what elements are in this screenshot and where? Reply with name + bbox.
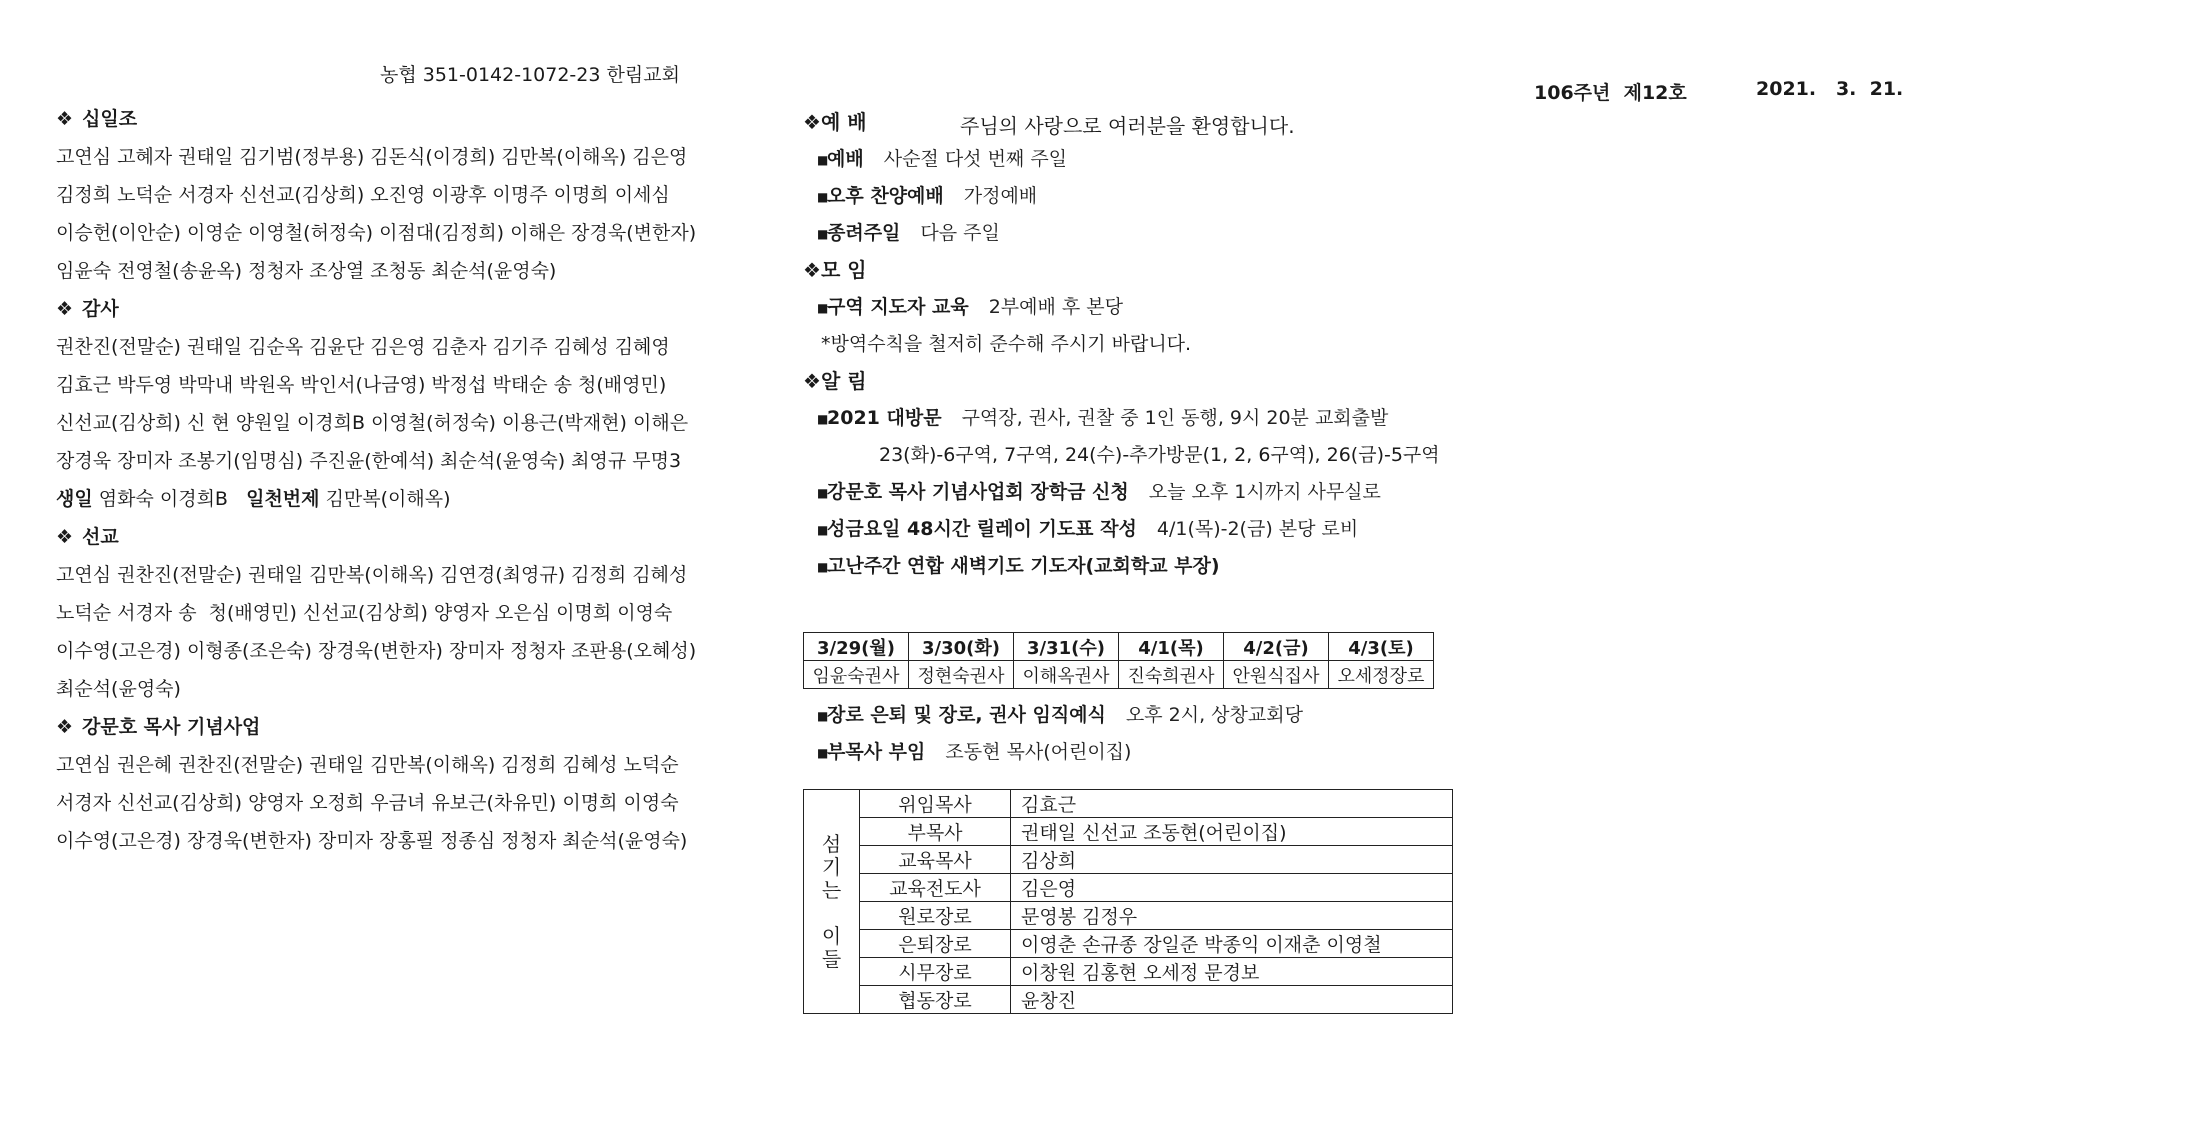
name-line: 이수영(고은경) 장경욱(변한자) 장미자 장홍필 정종심 정청자 최순석(윤영숙) bbox=[56, 830, 688, 852]
table-cell: 4/3(토) bbox=[1329, 633, 1434, 661]
notice-after-list bbox=[803, 697, 1303, 771]
table-cell: 진숙희권사 bbox=[1119, 661, 1224, 689]
notice-continuation: 23(화)-6구역, 7구역, 24(수)-추가방문(1, 2, 6구역), 26(금)-5구역 bbox=[879, 444, 1440, 466]
diamond-icon: ❖ bbox=[56, 108, 74, 130]
bank-account: 농협 351-0142-1072-23 한림교회 bbox=[380, 64, 680, 86]
table-cell: 4/1(목) bbox=[1119, 633, 1224, 661]
notice-item: ■2021 대방문 구역장, 권사, 권찰 중 1인 동행, 9시 20분 교회출발 bbox=[817, 407, 1389, 429]
diamond-icon: ❖ bbox=[56, 298, 74, 320]
welcome-text: 주님의 사랑으로 여러분을 환영합니다. bbox=[960, 114, 1295, 138]
worship-heading: ❖예 배 bbox=[803, 104, 1503, 141]
table-cell: 오세정장로 bbox=[1329, 661, 1434, 689]
notice-item: ■성금요일 48시간 릴레이 기도표 작성 4/1(목)-2(금) 본당 로비 bbox=[817, 518, 1359, 540]
table-row bbox=[804, 661, 1434, 689]
staff-names: 문영봉 김정우 bbox=[1011, 902, 1453, 930]
memorial-heading: ❖ 강문호 목사 기념사업 bbox=[56, 708, 736, 746]
staff-names: 권태일 신선교 조동현(어린이집) bbox=[1011, 818, 1453, 846]
table-row bbox=[804, 790, 1453, 818]
mission-heading: ❖ 선교 bbox=[56, 518, 736, 556]
diamond-icon: ❖ bbox=[803, 110, 821, 134]
name-line: 김효근 박두영 박막내 박원옥 박인서(나금영) 박정섭 박태순 송 청(배영민) bbox=[56, 374, 667, 396]
table-row bbox=[804, 902, 1453, 930]
staff-role: 부목사 bbox=[860, 818, 1011, 846]
table-row bbox=[804, 986, 1453, 1014]
table-row bbox=[804, 633, 1434, 661]
staff-names: 이창원 김홍현 오세정 문경보 bbox=[1011, 958, 1453, 986]
diamond-icon: ❖ bbox=[803, 258, 821, 282]
name-line: 임윤숙 전영철(송윤옥) 정청자 조상열 조청동 최순석(윤영숙) bbox=[56, 260, 557, 282]
notice-item: ■고난주간 연합 새벽기도 기도자(교회학교 부장) bbox=[817, 555, 1220, 577]
table-row bbox=[804, 930, 1453, 958]
tithe-names bbox=[56, 138, 736, 290]
issue-date: 2021. 3. 21. bbox=[1756, 78, 1904, 100]
square-bullet-icon: ■ bbox=[817, 745, 829, 760]
staff-names: 윤창진 bbox=[1011, 986, 1453, 1014]
name-line: 이수영(고은경) 이형종(조은숙) 장경욱(변한자) 장미자 정청자 조판용(오혜성) bbox=[56, 640, 697, 662]
table-cell: 4/2(금) bbox=[1224, 633, 1329, 661]
diamond-icon: ❖ bbox=[56, 526, 74, 548]
memorial-names bbox=[56, 746, 736, 860]
meeting-item: ■구역 지도자 교육 2부예배 후 본당 bbox=[817, 296, 1124, 318]
thanks-names bbox=[56, 328, 736, 518]
meeting-note: *방역수칙을 철저히 준수해 주시기 바랍니다. bbox=[821, 333, 1192, 355]
square-bullet-icon: ■ bbox=[817, 226, 829, 241]
name-line: 권찬진(전말순) 권태일 김순옥 김윤단 김은영 김춘자 김기주 김혜성 김혜영 bbox=[56, 336, 670, 358]
meeting-heading: ❖모 임 bbox=[803, 252, 1503, 289]
mission-names bbox=[56, 556, 736, 708]
square-bullet-icon: ■ bbox=[817, 708, 829, 723]
square-bullet-icon: ■ bbox=[817, 189, 829, 204]
square-bullet-icon: ■ bbox=[817, 485, 829, 500]
name-line: 서경자 신선교(김상희) 양영자 오정희 우금녀 유보근(차유민) 이명희 이영숙 bbox=[56, 792, 679, 814]
square-bullet-icon: ■ bbox=[817, 522, 829, 537]
table-row bbox=[804, 958, 1453, 986]
staff-names: 김효근 bbox=[1011, 790, 1453, 818]
staff-table bbox=[803, 789, 1453, 1014]
first-offering-names: 김만복(이해옥) bbox=[325, 488, 451, 510]
worship-item: ■종려주일 다음 주일 bbox=[817, 222, 1000, 244]
table-cell: 3/29(월) bbox=[804, 633, 909, 661]
table-cell: 3/30(화) bbox=[909, 633, 1014, 661]
table-cell: 임윤숙권사 bbox=[804, 661, 909, 689]
name-line: 고연심 고혜자 권태일 김기범(정부용) 김돈식(이경희) 김만복(이해옥) 김은영 bbox=[56, 146, 688, 168]
name-line: 노덕순 서경자 송 청(배영민) 신선교(김상희) 양영자 오은심 이명희 이영숙 bbox=[56, 602, 673, 624]
staff-role: 위임목사 bbox=[860, 790, 1011, 818]
square-bullet-icon: ■ bbox=[817, 411, 829, 426]
name-line: 장경욱 장미자 조봉기(임명심) 주진윤(한예석) 최순석(윤영숙) 최영규 무명3 bbox=[56, 450, 682, 472]
diamond-icon: ❖ bbox=[803, 369, 821, 393]
birthday-names: 염화숙 이경희B bbox=[98, 488, 228, 510]
square-bullet-icon: ■ bbox=[817, 300, 829, 315]
issue-number: 106주년 제12호 bbox=[1534, 82, 1687, 104]
table-cell: 정현숙권사 bbox=[909, 661, 1014, 689]
square-bullet-icon: ■ bbox=[817, 152, 829, 167]
staff-role: 원로장로 bbox=[860, 902, 1011, 930]
worship-item: ■예배 사순절 다섯 번째 주일 bbox=[817, 148, 1068, 170]
name-line: 최순석(윤영숙) bbox=[56, 678, 181, 700]
name-line: 김정희 노덕순 서경자 신선교(김상희) 오진영 이광후 이명주 이명희 이세심 bbox=[56, 184, 670, 206]
staff-role: 협동장로 bbox=[860, 986, 1011, 1014]
notice-item: ■부목사 부임 조동현 목사(어린이집) bbox=[817, 741, 1132, 763]
table-cell: 이해옥권사 bbox=[1014, 661, 1119, 689]
table-row bbox=[804, 846, 1453, 874]
staff-role: 교육목사 bbox=[860, 846, 1011, 874]
staff-role: 은퇴장로 bbox=[860, 930, 1011, 958]
offering-list bbox=[56, 100, 736, 860]
table-cell: 안원식집사 bbox=[1224, 661, 1329, 689]
table-row bbox=[804, 818, 1453, 846]
worship-item: ■오후 찬양예배 가정예배 bbox=[817, 185, 1038, 207]
staff-role: 교육전도사 bbox=[860, 874, 1011, 902]
diamond-icon: ❖ bbox=[56, 716, 74, 738]
notice-heading: ❖알 림 bbox=[803, 363, 1503, 400]
notice-item: ■장로 은퇴 및 장로, 권사 임직예식 오후 2시, 상창교회당 bbox=[817, 704, 1303, 726]
staff-side-label: 섬 기 는 이 들 bbox=[804, 790, 860, 1014]
staff-names: 이영춘 손규종 장일준 박종익 이재춘 이영철 bbox=[1011, 930, 1453, 958]
table-cell: 3/31(수) bbox=[1014, 633, 1119, 661]
staff-names: 김상희 bbox=[1011, 846, 1453, 874]
table-row bbox=[804, 874, 1453, 902]
staff-names: 김은영 bbox=[1011, 874, 1453, 902]
name-line: 고연심 권은혜 권찬진(전말순) 권태일 김만복(이해옥) 김정희 김혜성 노덕순 bbox=[56, 754, 679, 776]
name-line: 고연심 권찬진(전말순) 권태일 김만복(이해옥) 김연경(최영규) 김정희 김혜성 bbox=[56, 564, 688, 586]
square-bullet-icon: ■ bbox=[817, 559, 829, 574]
tithe-heading: ❖ 십일조 bbox=[56, 100, 736, 138]
birthday-label: 생일 bbox=[56, 488, 93, 510]
announcements bbox=[803, 104, 1503, 585]
name-line: 이승헌(이안순) 이영순 이영철(허정숙) 이점대(김정희) 이해은 장경욱(변한자) bbox=[56, 222, 697, 244]
prayer-schedule-table bbox=[803, 632, 1434, 689]
staff-role: 시무장로 bbox=[860, 958, 1011, 986]
notice-item: ■강문호 목사 기념사업회 장학금 신청 오늘 오후 1시까지 사무실로 bbox=[817, 481, 1381, 503]
first-offering-label: 일천번제 bbox=[246, 488, 320, 510]
name-line: 신선교(김상희) 신 현 양원일 이경희B 이영철(허정숙) 이용근(박재현) 이해은 bbox=[56, 412, 689, 434]
thanks-heading: ❖ 감사 bbox=[56, 290, 736, 328]
birthday-line bbox=[56, 480, 736, 518]
